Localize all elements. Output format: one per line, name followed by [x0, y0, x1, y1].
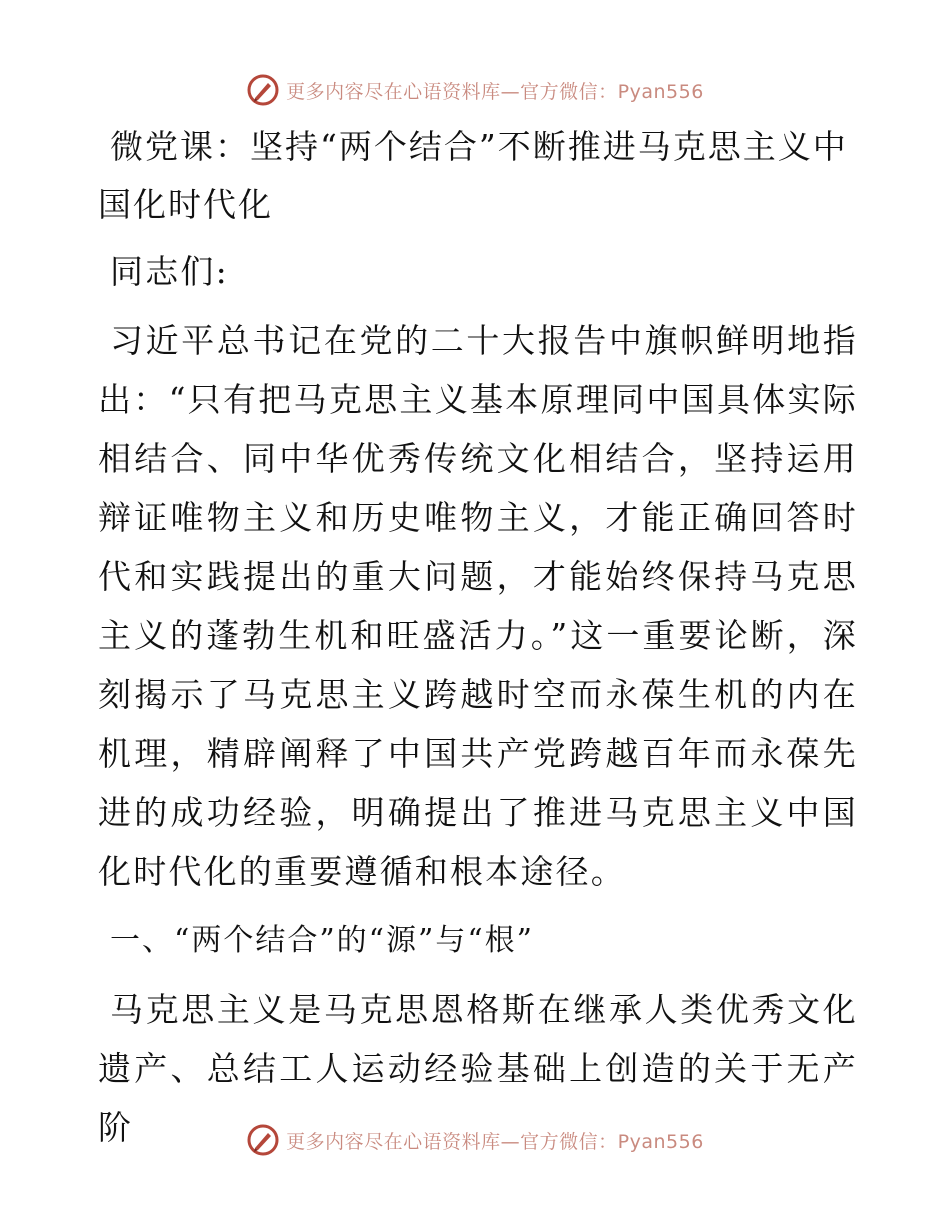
document-title: 微党课：坚持“两个结合”不断推进马克思主义中国化时代化 [98, 127, 848, 224]
watermark-text: 更多内容尽在心语资料库—官方微信：Pyan556 [286, 1130, 704, 1153]
paragraph: 习近平总书记在党的二十大报告中旗帜鲜明地指出：“只有把马克思主义基本原理同中国具体实际相结合、同中华优秀传统文化相结合，坚持运用辩证唯物主义和历史唯物主义，才能正确回答时代和实践提出的重大问题，才能始终保持马克思主义的蓬勃生机和旺盛活力。”这一重要论断，深刻揭示了马克思主义跨越时空而永葆生机的内在机理，精辟阐释了中国共产党跨越百年而永葆先进的成功经验，明确提出了推进马克思主义中国化时代化的重要遵循和根本途径。 [98, 321, 858, 891]
paragraph: 马克思主义是马克思恩格斯在继承人类优秀文化遗产、总结工人运动经验基础上创造的关于无产阶 [98, 990, 858, 1147]
section-heading: 一、“两个结合”的“源”与“根” [110, 923, 535, 958]
watermark-text: 更多内容尽在心语资料库—官方微信：Pyan556 [286, 80, 704, 103]
pen-logo-icon [246, 73, 280, 107]
pen-logo-icon [246, 1123, 280, 1157]
document-body [98, 118, 858, 1167]
watermark-header [0, 70, 950, 110]
watermark-footer [0, 1120, 950, 1160]
salutation: 同志们: [110, 252, 229, 291]
